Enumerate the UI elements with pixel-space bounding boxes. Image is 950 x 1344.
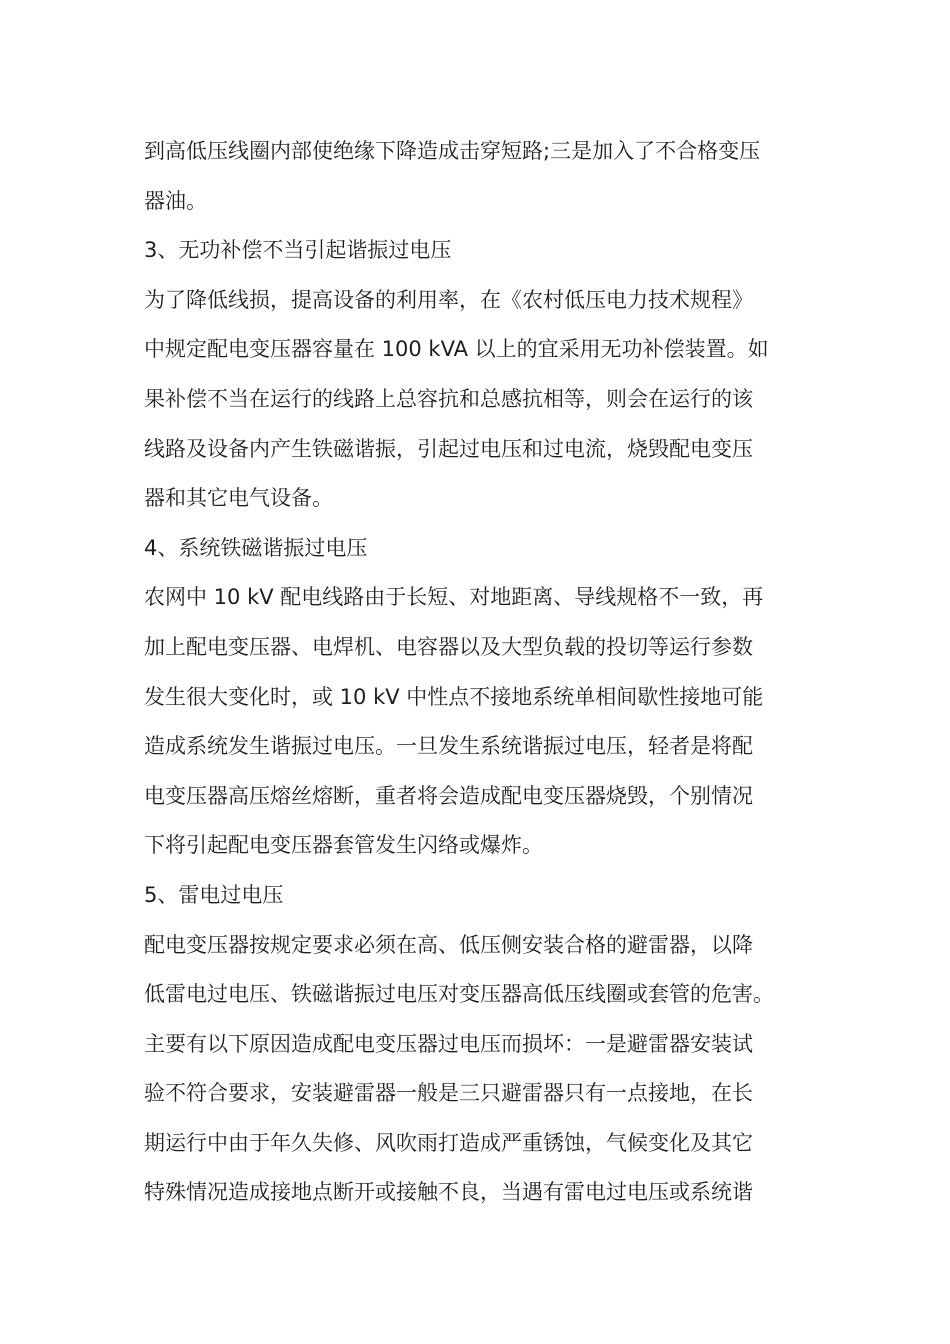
section-heading: 4、系统铁磁谐振过电压 bbox=[144, 535, 368, 560]
section-heading: 3、无功补偿不当引起谐振过电压 bbox=[144, 238, 452, 263]
text-line: 期运行中由于年久失修、风吹雨打造成严重锈蚀，气候变化及其它 bbox=[144, 1130, 753, 1155]
text-line: 中规定配电变压器容量在 100 kVA 以上的宜采用无功补偿装置。如 bbox=[144, 337, 769, 362]
text-line: 器油。 bbox=[144, 188, 207, 213]
text-line: 农网中 10 kV 配电线路由于长短、对地距离、导线规格不一致，再 bbox=[144, 585, 764, 610]
text-line: 发生很大变化时，或 10 kV 中性点不接地系统单相间歇性接地可能 bbox=[144, 684, 764, 709]
text-line: 加上配电变压器、电焊机、电容器以及大型负载的投切等运行参数 bbox=[144, 634, 753, 659]
text-line: 线路及设备内产生铁磁谐振，引起过电压和过电流，烧毁配电变压 bbox=[144, 436, 753, 461]
text-line: 为了降低线损，提高设备的利用率，在《农村低压电力技术规程》 bbox=[144, 287, 753, 312]
text-line: 低雷电过电压、铁磁谐振过电压对变压器高低压线圈或套管的危害。 bbox=[144, 982, 774, 1007]
text-line: 验不符合要求，安装避雷器一般是三只避雷器只有一点接地，在长 bbox=[144, 1081, 753, 1106]
text-line: 到高低压线圈内部使绝缘下降造成击穿短路;三是加入了不合格变压 bbox=[144, 139, 761, 163]
text-line: 电变压器高压熔丝熔断，重者将会造成配电变压器烧毁，个别情况 bbox=[144, 783, 753, 808]
section-heading: 5、雷电过电压 bbox=[144, 882, 284, 907]
text-line: 造成系统发生谐振过电压。一旦发生系统谐振过电压，轻者是将配 bbox=[144, 734, 753, 759]
document-body bbox=[144, 127, 834, 1218]
text-line: 配电变压器按规定要求必须在高、低压侧安装合格的避雷器，以降 bbox=[144, 932, 753, 957]
text-line: 特殊情况造成接地点断开或接触不良，当遇有雷电过电压或系统谐 bbox=[144, 1180, 753, 1205]
text-line: 主要有以下原因造成配电变压器过电压而损坏：一是避雷器安装试 bbox=[144, 1031, 753, 1056]
text-line: 器和其它电气设备。 bbox=[144, 486, 333, 511]
text-line: 下将引起配电变压器套管发生闪络或爆炸。 bbox=[144, 833, 543, 858]
text-line: 果补偿不当在运行的线路上总容抗和总感抗相等，则会在运行的该 bbox=[144, 386, 753, 411]
